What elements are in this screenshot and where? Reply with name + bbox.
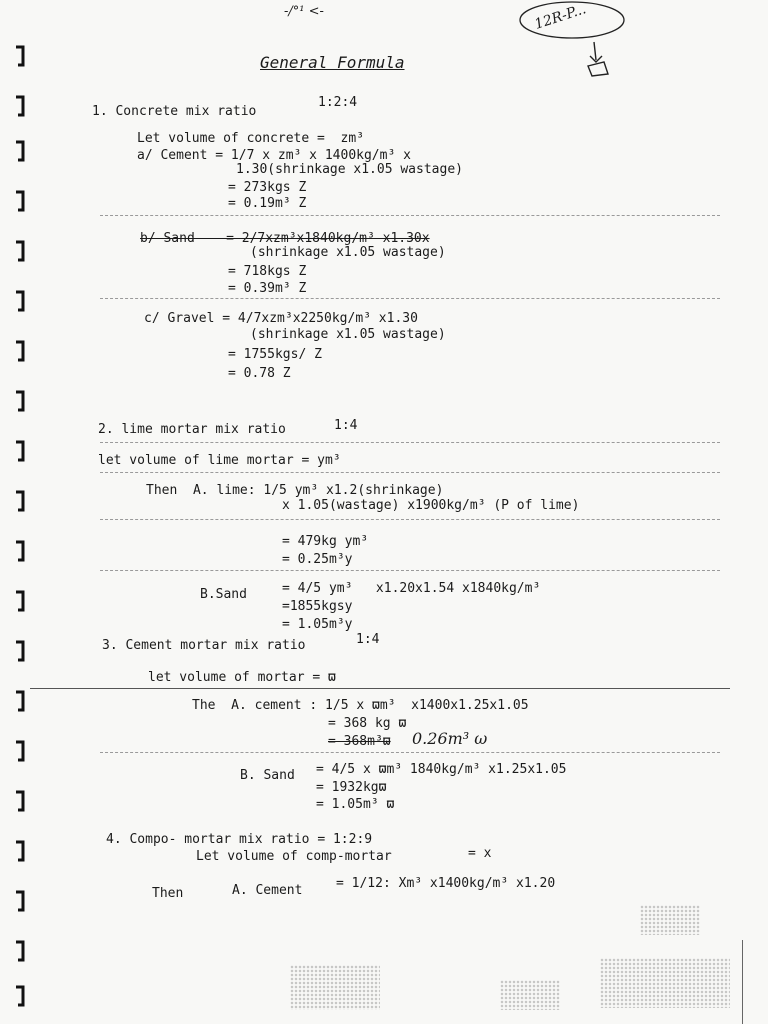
s4-line: Let volume of comp-mortar — [196, 849, 392, 864]
binding-mark-icon — [14, 890, 28, 912]
s1-line: (shrinkage x1.05 wastage) — [250, 327, 446, 342]
s3-line: let volume of mortar = ϖ — [148, 670, 336, 685]
divider — [100, 570, 720, 571]
pencil-doodle-icon — [584, 40, 614, 84]
divider — [100, 752, 720, 753]
binding-mark-icon — [14, 45, 28, 67]
top-scribble: -/°¹ <- — [284, 4, 324, 19]
binding-mark-icon — [14, 340, 28, 362]
divider — [100, 298, 720, 299]
s3-handwritten-note: 0.26m³ ω — [412, 729, 488, 748]
corner-stamp — [516, 0, 626, 40]
binding-mark-icon — [14, 790, 28, 812]
binding-mark-icon — [14, 540, 28, 562]
binding-mark-icon — [14, 95, 28, 117]
s2-sand-label: B.Sand — [200, 587, 247, 602]
binding-mark-icon — [14, 590, 28, 612]
page-title: General Formula — [260, 53, 405, 72]
s1-line: c/ Gravel = 4/7xzm³x2250kg/m³ x1.30 — [144, 311, 418, 326]
divider — [100, 215, 720, 216]
binding-mark-icon — [14, 940, 28, 962]
s1-line: = 718kgs Z — [228, 264, 307, 279]
s4-cement-label: A. Cement — [232, 883, 303, 898]
s1-line: = 0.78 Z — [228, 366, 291, 381]
s2-line: Then A. lime: 1/5 ym³ x1.2(shrinkage) — [146, 483, 444, 498]
s1-line: b/ Sand = 2/7xzm³x1840kg/m³ x1.30x — [140, 231, 430, 246]
section-4-heading: 4. Compo- mortar mix ratio = 1:2:9 — [106, 832, 373, 847]
section-3-ratio: 1:4 — [356, 632, 380, 647]
s3-line: The A. cement : 1/5 x ϖm³ x1400x1.25x1.05 — [192, 698, 529, 713]
s4-line: = x — [468, 846, 492, 861]
s2-line: =1855kgsy — [282, 599, 353, 614]
s4-line: = 1/12: Xm³ x1400kg/m³ x1.20 — [336, 876, 556, 891]
binding-mark-icon — [14, 740, 28, 762]
scan-speckle — [600, 958, 730, 1008]
binding-mark-icon — [14, 440, 28, 462]
scan-speckle — [290, 965, 380, 1010]
divider — [100, 519, 720, 520]
section-2-heading: 2. lime mortar mix ratio — [98, 422, 286, 437]
section-1-heading: 1. Concrete mix ratio — [92, 104, 257, 119]
divider — [100, 442, 720, 443]
s2-line: = 1.05m³y — [282, 617, 353, 632]
s1-line: (shrinkage x1.05 wastage) — [250, 245, 446, 260]
divider — [100, 472, 720, 473]
section-3-heading: 3. Cement mortar mix ratio — [102, 638, 306, 653]
binding-mark-icon — [14, 985, 28, 1007]
s1-line: = 1755kgs/ Z — [228, 347, 322, 362]
s1-line: = 273kgs Z — [228, 180, 307, 195]
s2-line: let volume of lime mortar = ym³ — [98, 453, 341, 468]
binding-mark-icon — [14, 390, 28, 412]
binding-mark-icon — [14, 690, 28, 712]
s2-line: = 479kg ym³ — [282, 534, 369, 549]
s3-sand-label: B. Sand — [240, 768, 295, 783]
binding-mark-icon — [14, 840, 28, 862]
s1-line: = 0.39m³ Z — [228, 281, 307, 296]
binding-mark-icon — [14, 490, 28, 512]
section-2-ratio: 1:4 — [334, 418, 358, 433]
section-1-ratio: 1:2:4 — [318, 95, 358, 110]
s2-line: = 4/5 ym³ x1.20x1.54 x1840kg/m³ — [282, 581, 541, 596]
s3-line: = 4/5 x ϖm³ 1840kg/m³ x1.25x1.05 — [316, 762, 567, 777]
binding-mark-icon — [14, 190, 28, 212]
s2-line: = 0.25m³y — [282, 552, 353, 567]
scan-speckle — [640, 905, 700, 935]
scan-speckle — [500, 980, 560, 1010]
s1-line: Let volume of concrete = zm³ — [137, 131, 364, 146]
s1-line: = 0.19m³ Z — [228, 196, 307, 211]
s1-line: 1.30(shrinkage x1.05 wastage) — [236, 162, 463, 177]
s2-line: x 1.05(wastage) x1900kg/m³ (P of lime) — [282, 498, 580, 513]
divider — [30, 688, 730, 689]
s3-line: = 368m³ϖ — [328, 734, 391, 749]
s1-line: a/ Cement = 1/7 x zm³ x 1400kg/m³ x — [137, 148, 411, 163]
s3-line: = 1932kgϖ — [316, 780, 387, 795]
s3-line: = 368 kg ϖ — [328, 716, 407, 731]
binding-mark-icon — [14, 640, 28, 662]
binding-mark-icon — [14, 290, 28, 312]
s4-then: Then — [152, 886, 184, 901]
binding-mark-icon — [14, 240, 28, 262]
binding-mark-icon — [14, 140, 28, 162]
page-edge-line — [742, 940, 743, 1024]
s3-line: = 1.05m³ ϖ — [316, 797, 395, 812]
stamp-text: 12R-P... — [532, 1, 589, 33]
